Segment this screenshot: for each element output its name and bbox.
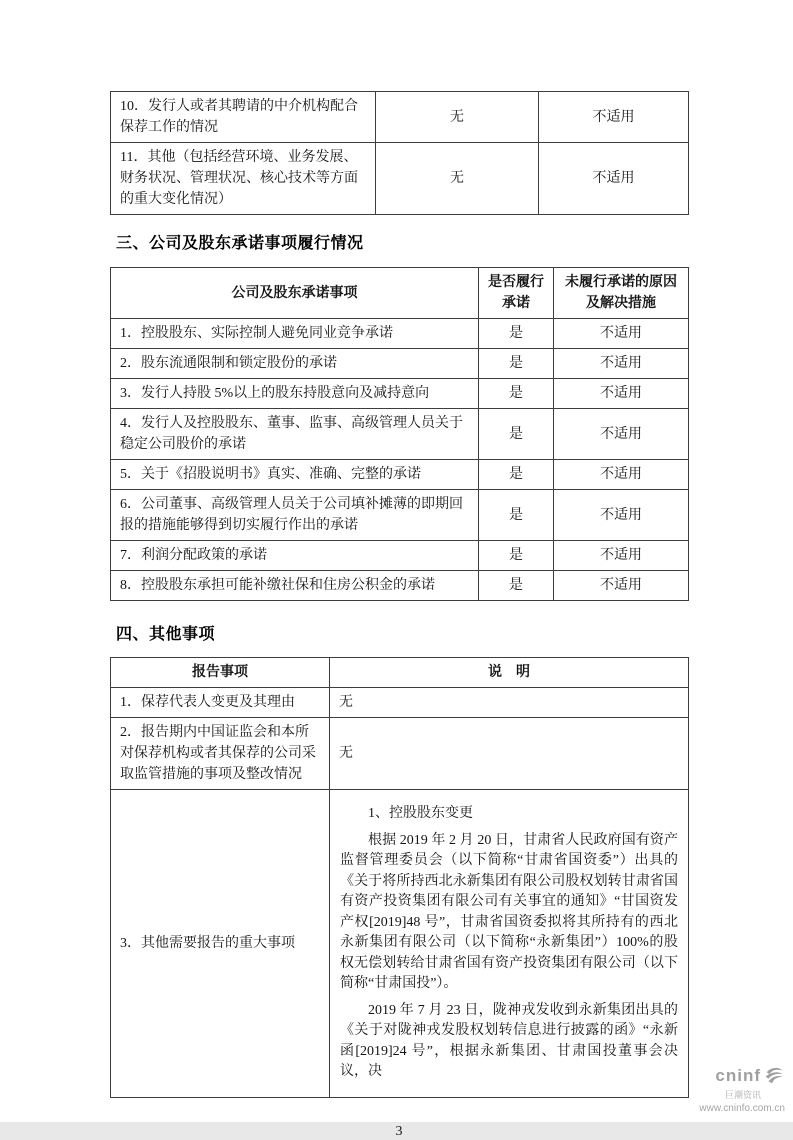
fulfilled-cell: 是 [479, 319, 554, 349]
table-row [111, 571, 689, 601]
commitment-cell: 3．发行人持股 5%以上的股东持股意向及减持意向 [111, 379, 479, 409]
table-row [111, 790, 689, 1098]
remark-cell: 不适用 [539, 143, 689, 215]
header-explanation: 说 明 [330, 658, 689, 688]
fulfilled-cell: 是 [479, 349, 554, 379]
fulfilled-cell: 是 [479, 490, 554, 541]
table-row [111, 379, 689, 409]
header-report-item: 报告事项 [111, 658, 330, 688]
major-matters-paragraph: 根据 2019 年 2 月 20 日，甘肃省人民政府国有资产监督管理委员会（以下简称“甘肃省国资委”）出具的《关于将所持西北永新集团有限公司股权划转甘肃省国有资产投资集团有限公司有关事宜的通知》“甘国资发产权[2019]48 号”，甘肃省国资委拟将其所持有的西北永新集团有限公司（以下简称“永新集团”）100%的股权无偿划转给甘肃省国有资产投资集团有限公司（以下简称“甘肃国投”）。 [340, 832, 678, 991]
remark-cell: 不适用 [539, 92, 689, 143]
table-sponsor-work-continued [110, 91, 689, 215]
report-item-cell: 2．报告期内中国证监会和本所对保荐机构或者其保荐的公司采取监管措施的事项及整改情况 [111, 718, 330, 790]
header-fulfilled: 是否履行承诺 [479, 268, 554, 319]
table-row [111, 319, 689, 349]
status-cell: 无 [376, 92, 539, 143]
item-cell: 10．发行人或者其聘请的中介机构配合保荐工作的情况 [111, 92, 376, 143]
commitment-cell: 2．股东流通限制和锁定股份的承诺 [111, 349, 479, 379]
cninfo-logo-text: cninf [715, 1066, 761, 1086]
section-heading-commitments: 三、公司及股东承诺事项履行情况 [116, 235, 364, 252]
table-row [111, 541, 689, 571]
fulfilled-cell: 是 [479, 460, 554, 490]
table-header-row [111, 658, 689, 688]
cninfo-logo-chinese: 巨潮资讯 [724, 1090, 761, 1101]
commitment-cell: 5．关于《招股说明书》真实、准确、完整的承诺 [111, 460, 479, 490]
table-row [111, 92, 689, 143]
fulfilled-cell: 是 [479, 571, 554, 601]
report-item-cell: 1．保荐代表人变更及其理由 [111, 688, 330, 718]
table-row [111, 490, 689, 541]
commitment-cell: 6．公司董事、高级管理人员关于公司填补摊薄的即期回报的措施能够得到切实履行作出的承诺 [111, 490, 479, 541]
reason-cell: 不适用 [554, 541, 689, 571]
fulfilled-cell: 是 [479, 409, 554, 460]
reason-cell: 不适用 [554, 409, 689, 460]
table-row [111, 460, 689, 490]
reason-cell: 不适用 [554, 319, 689, 349]
header-reason: 未履行承诺的原因及解决措施 [554, 268, 689, 319]
table-header-row [111, 268, 689, 319]
cninfo-swirl-icon [763, 1064, 785, 1091]
table-commitments [110, 267, 689, 601]
table-row [111, 143, 689, 215]
cninfo-logo [699, 1064, 785, 1114]
fulfilled-cell: 是 [479, 541, 554, 571]
reason-cell: 不适用 [554, 379, 689, 409]
table-row [111, 718, 689, 790]
commitment-cell: 7．利润分配政策的承诺 [111, 541, 479, 571]
reason-cell: 不适用 [554, 349, 689, 379]
table-row [111, 688, 689, 718]
explanation-cell: 无 [330, 718, 689, 790]
report-item-cell: 3．其他需要报告的重大事项 [111, 790, 330, 1098]
major-matters-paragraph: 2019 年 7 月 23 日，陇神戎发收到永新集团出具的《关于对陇神戎发股权划转信息进行披露的函》“永新函[2019]24 号”，根据永新集团、甘肃国投董事会决议，决 [340, 1002, 678, 1079]
table-row [111, 409, 689, 460]
fulfilled-cell: 是 [479, 379, 554, 409]
table-row [111, 349, 689, 379]
commitment-cell: 1．控股股东、实际控制人避免同业竞争承诺 [111, 319, 479, 349]
section-heading-other-matters: 四、其他事项 [116, 626, 216, 643]
item-cell: 11．其他（包括经营环境、业务发展、财务状况、管理状况、核心技术等方面的重大变化情况） [111, 143, 376, 215]
commitment-cell: 8．控股股东承担可能补缴社保和住房公积金的承诺 [111, 571, 479, 601]
major-matters-cell [330, 790, 689, 1098]
reason-cell: 不适用 [554, 571, 689, 601]
page-number: 3 [395, 1123, 403, 1139]
page-content [110, 91, 688, 1140]
cninfo-logo-url: www.cninfo.com.cn [699, 1103, 785, 1114]
reason-cell: 不适用 [554, 490, 689, 541]
table-other-matters [110, 657, 689, 1098]
header-commitment-item: 公司及股东承诺事项 [111, 268, 479, 319]
status-cell: 无 [376, 143, 539, 215]
reason-cell: 不适用 [554, 460, 689, 490]
major-matters-paragraph: 1、控股股东变更 [368, 806, 473, 821]
commitment-cell: 4．发行人及控股股东、董事、监事、高级管理人员关于稳定公司股价的承诺 [111, 409, 479, 460]
explanation-cell: 无 [330, 688, 689, 718]
